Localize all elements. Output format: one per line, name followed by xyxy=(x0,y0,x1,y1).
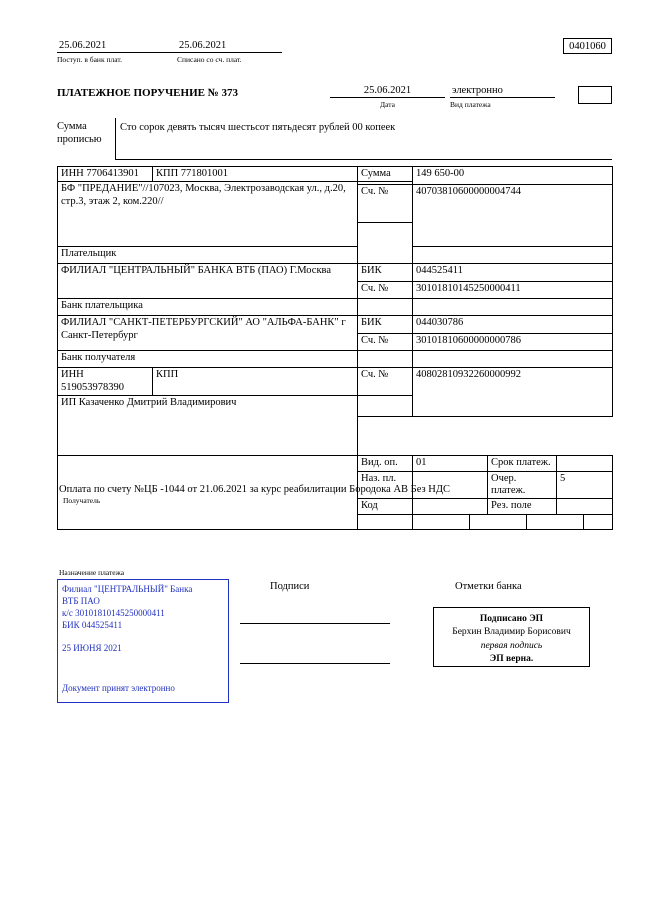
table-row xyxy=(58,316,613,334)
payee-bank-caption-spacer-2 xyxy=(413,351,613,368)
payee-bank-caption-spacer-1 xyxy=(358,351,413,368)
date-written-off-label: Списано со сч. плат. xyxy=(177,55,242,64)
payer-caption: Плательщик xyxy=(58,247,358,264)
payer-caption-spacer-1 xyxy=(358,247,413,264)
esign-box xyxy=(433,607,590,667)
date-received-label: Поступ. в банк плат. xyxy=(57,55,122,64)
priority-value: 5 xyxy=(557,472,613,499)
payer-bank-bik-value: 044525411 xyxy=(413,264,613,282)
table-row xyxy=(58,299,613,316)
table-row xyxy=(58,368,613,396)
esign-title: Подписано ЭП xyxy=(479,614,544,624)
code-value xyxy=(413,499,488,513)
op-type-row xyxy=(413,456,613,471)
bank-stamp-line1: Филиал "ЦЕНТРАЛЬНЫЙ" Банка xyxy=(62,584,193,594)
payer-inn-value: 7706413901 xyxy=(86,168,139,179)
bottom-strip-left xyxy=(358,514,413,529)
esign-role: первая подпись xyxy=(480,640,543,651)
date-written-off-value: 25.06.2021 xyxy=(177,40,282,53)
payment-kind-value: электронно xyxy=(450,85,555,98)
bottom-strip-right xyxy=(413,514,613,529)
bank-stamp-line2: ВТБ ПАО xyxy=(62,596,100,607)
payer-sum-label: Сумма xyxy=(358,167,413,182)
op-type-label: Вид. оп. xyxy=(358,456,413,471)
esign-valid: ЭП верна. xyxy=(489,653,534,664)
page-title: ПЛАТЕЖНОЕ ПОРУЧЕНИЕ № 373 xyxy=(57,87,239,99)
purpose-caption: Назначение платежа xyxy=(59,568,125,577)
op-type-value: 01 xyxy=(416,457,427,469)
bank-marks-label: Отметки банка xyxy=(455,581,522,592)
signature-line-1 xyxy=(240,622,390,624)
purpose-text: Оплата по счету №ЦБ -1044 от 21.06.2021 за курс реабилитации Бородока АВ Без НДС xyxy=(59,484,451,495)
payee-inn-cell xyxy=(58,368,153,396)
amount-words-value: Сто сорок девять тысяч шестьсот пятьдесят рублей 00 копеек xyxy=(120,122,396,133)
amount-words-label: Сумма прописью xyxy=(57,121,102,146)
payer-kpp-cell xyxy=(153,167,358,182)
bank-stamp-accepted: Документ принят электронно xyxy=(62,682,175,693)
payer-bank-caption-spacer-1 xyxy=(358,299,413,316)
priority-label: Очер. платеж. xyxy=(488,472,557,499)
payee-account-label: Сч. № xyxy=(358,368,413,396)
payer-bank-account-label: Сч. № xyxy=(358,281,413,299)
payee-account-spacer xyxy=(358,396,413,417)
payer-bank-caption-spacer-2 xyxy=(413,299,613,316)
payer-sum-value: 149 650-00 xyxy=(413,167,613,185)
signature-line-2 xyxy=(240,662,390,664)
payer-bank-caption: Банк плательщика xyxy=(58,299,358,316)
code-label: Код xyxy=(358,499,413,514)
main-table xyxy=(57,166,613,530)
form-code-box: 0401060 xyxy=(563,38,612,54)
requisites-table xyxy=(57,166,613,530)
payment-kind-code-box xyxy=(578,86,612,104)
payer-bank-bik-label: БИК xyxy=(358,264,413,282)
reserve-value xyxy=(557,499,613,513)
payment-term-label: Срок платеж. xyxy=(488,456,557,470)
table-row xyxy=(58,167,613,182)
reserve-row xyxy=(413,499,613,514)
payer-kpp-value: 771801001 xyxy=(180,168,229,179)
date-group xyxy=(330,85,445,109)
table-row xyxy=(58,247,613,264)
payee-name: ИП Казаченко Дмитрий Владимирович xyxy=(58,396,358,456)
bank-stamp-line4: БИК 044525411 xyxy=(62,620,123,631)
header-date-value: 25.06.2021 xyxy=(330,85,445,98)
payee-bank-bik-label: БИК xyxy=(358,316,413,334)
date-written-off-group xyxy=(177,40,282,64)
payee-inn-label: ИНН xyxy=(61,369,84,381)
payee-account-value: 40802810932260000992 xyxy=(413,368,613,417)
payment-kind-group xyxy=(450,85,555,109)
bank-stamp-line3: к/с 30101810145250000411 xyxy=(62,608,165,619)
payee-kpp-label: КПП xyxy=(156,369,179,381)
payee-bank-caption: Банк получателя xyxy=(58,351,358,368)
payer-account-label: Сч. № xyxy=(358,185,413,223)
payee-bank-account-label: Сч. № xyxy=(358,333,413,351)
payment-kind-label: Вид платежа xyxy=(450,100,491,109)
table-row xyxy=(58,264,613,282)
bank-stamp-date: 25 ИЮНЯ 2021 xyxy=(62,642,122,653)
payee-kpp-cell xyxy=(153,368,358,396)
payer-name: БФ "ПРЕДАНИЕ"//107023, Москва, Электрозаводская ул., д.20, стр.3, этаж 2, ком.220// xyxy=(58,182,358,247)
payment-purpose-code-label: Наз. пл. xyxy=(358,471,413,499)
payer-kpp-label: КПП xyxy=(156,168,179,179)
payee-bank-name: ФИЛИАЛ "САНКТ-ПЕТЕРБУРГСКИЙ" АО "АЛЬФА-БАНК" г Санкт-Петербург xyxy=(58,316,358,351)
reserve-label: Рез. поле xyxy=(488,499,557,513)
payer-inn-cell xyxy=(58,167,153,182)
date-received-group xyxy=(57,40,177,64)
payer-bank-name: ФИЛИАЛ "ЦЕНТРАЛЬНЫЙ" БАНКА ВТБ (ПАО) Г.Москва xyxy=(58,264,358,299)
payer-bank-account-value: 30101810145250000411 xyxy=(413,281,613,299)
payee-caption: Получатель xyxy=(63,496,101,506)
payee-bank-bik-value: 044030786 xyxy=(413,316,613,334)
payer-caption-spacer-2 xyxy=(413,247,613,264)
payer-account-value: 40703810600000004744 xyxy=(413,185,613,247)
table-row xyxy=(58,351,613,368)
bank-stamp-block xyxy=(57,579,229,703)
date-received-value: 25.06.2021 xyxy=(57,40,177,53)
payee-inn-value: 519053978390 xyxy=(61,381,124,393)
esign-person: Берхин Владимир Борисович xyxy=(452,627,571,638)
payment-term-value xyxy=(557,456,613,470)
table-row xyxy=(58,456,613,471)
signatures-label: Подписи xyxy=(270,581,310,592)
payee-bank-account-value: 30101810600000000786 xyxy=(413,333,613,351)
payee-blank-right xyxy=(358,417,613,456)
header-date-label: Дата xyxy=(380,100,395,109)
payer-inn-label: ИНН xyxy=(61,168,84,179)
amount-words-box xyxy=(115,118,612,160)
payer-account-spacer xyxy=(358,222,413,247)
